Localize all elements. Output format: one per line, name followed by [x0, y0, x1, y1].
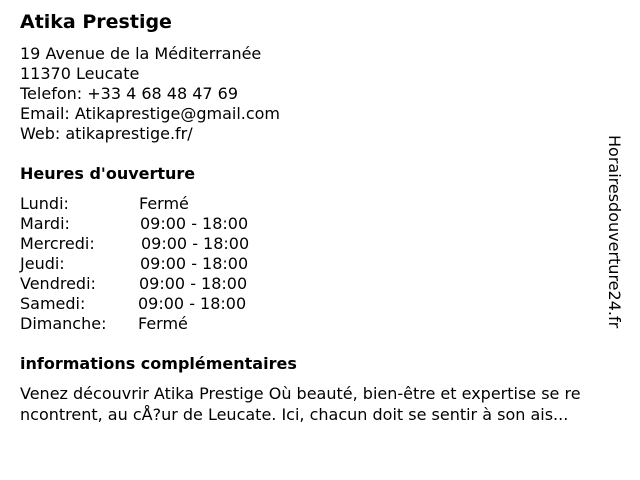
email-line: Email: Atikaprestige@gmail.com — [20, 104, 281, 123]
info-heading: informations complémentaires — [20, 354, 297, 373]
description-line-1: Venez découvrir Atika Prestige Où beauté, bien-être et expertise se re — [20, 384, 581, 403]
hours-row-saturday — [20, 294, 320, 314]
hours-day-label: Mercredi: — [20, 234, 95, 253]
site-watermark: Horairesdouverture24.fr — [605, 135, 624, 329]
hours-day-value: 09:00 - 18:00 — [140, 254, 249, 273]
description-line-2: ncontrent, au cÅ?ur de Leucate. Ici, chacun doit se sentir à son ais... — [20, 405, 569, 424]
hours-day-label: Dimanche: — [20, 314, 107, 333]
address-street: 19 Avenue de la Méditerranée — [20, 44, 262, 63]
hours-day-value: 09:00 - 18:00 — [141, 234, 250, 253]
hours-day-label: Samedi: — [20, 294, 86, 313]
hours-day-value: 09:00 - 18:00 — [139, 274, 248, 293]
hours-day-label: Vendredi: — [20, 274, 96, 293]
hours-day-label: Jeudi: — [20, 254, 65, 273]
hours-day-value: 09:00 - 18:00 — [140, 214, 249, 233]
hours-row-friday — [20, 274, 320, 294]
phone-line: Telefon: +33 4 68 48 47 69 — [20, 84, 239, 103]
address-city: 11370 Leucate — [20, 64, 140, 83]
business-name: Atika Prestige — [20, 11, 172, 33]
hours-day-label: Lundi: — [20, 194, 69, 213]
hours-day-value: Fermé — [139, 194, 189, 213]
hours-row-wednesday — [20, 234, 320, 254]
hours-heading: Heures d'ouverture — [20, 164, 196, 183]
hours-day-value: 09:00 - 18:00 — [138, 294, 247, 313]
hours-row-monday — [20, 194, 320, 214]
web-line: Web: atikaprestige.fr/ — [20, 124, 193, 143]
hours-row-tuesday — [20, 214, 320, 234]
hours-day-label: Mardi: — [20, 214, 70, 233]
hours-row-thursday — [20, 254, 320, 274]
hours-row-sunday — [20, 314, 320, 334]
hours-day-value: Fermé — [138, 314, 188, 333]
